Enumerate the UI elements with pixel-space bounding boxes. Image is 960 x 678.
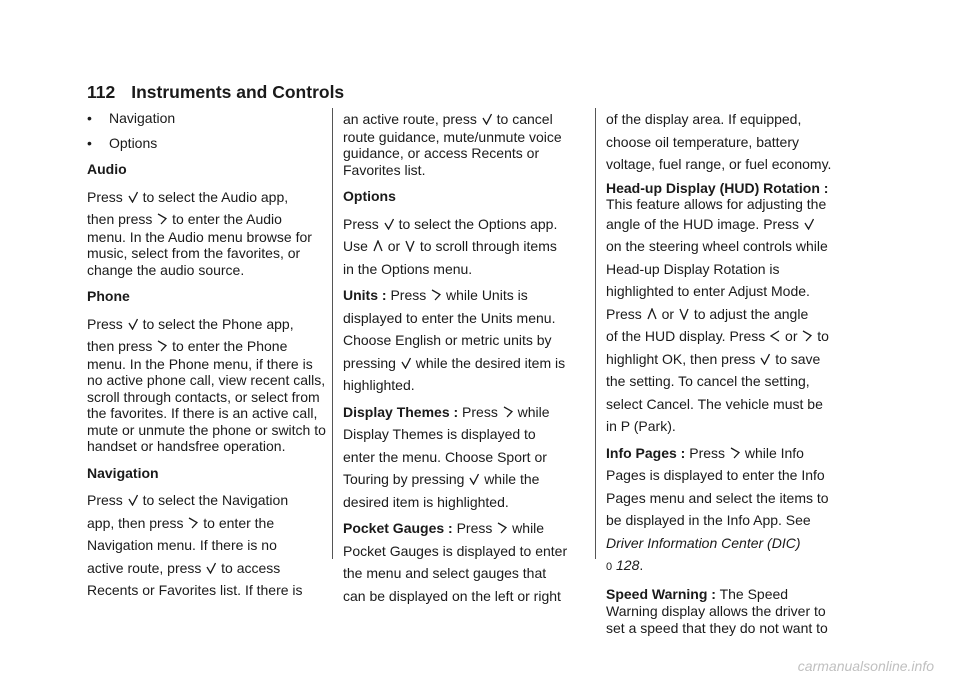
options-heading: Options: [343, 188, 396, 204]
info-pages-paragraph: Info Pages : Press while Info Pages is displayed to enter the Info Pages menu and select the items to be displayed in the Info App. See Driver Information Center (DIC) 0 128.: [606, 444, 829, 573]
page-ref-number[interactable]: 128: [616, 557, 640, 573]
pocket-gauges-continued: of the display area. If equipped, choose oil temperature, battery voltage, fuel range, or fuel economy.: [606, 111, 832, 172]
right-arrow-icon: [503, 406, 513, 418]
column-divider: [595, 108, 596, 559]
column-divider: [332, 108, 333, 559]
display-themes-paragraph: Display Themes : Press while Display Themes is displayed to enter the menu. Choose Sport or Touring by pressing while the desired item is highlighted.: [343, 403, 550, 510]
left-chevron-icon: [770, 330, 780, 342]
down-chevron-icon: [405, 240, 415, 252]
up-chevron-icon: [373, 240, 383, 252]
checkmark-icon: [482, 113, 492, 125]
navigation-paragraph: Press to select the Navigation app, then press to enter the Navigation menu. If there is no active route, press to access Recents or Favorites list. If there is: [87, 492, 303, 598]
bullet-dot: •: [87, 110, 92, 126]
right-arrow-icon: [497, 522, 507, 534]
speed-warning-paragraph: Speed Warning : The Speed Warning display allows the driver to set a speed that they do not want to: [606, 585, 828, 636]
right-arrow-icon: [730, 447, 740, 459]
column-1: [87, 108, 327, 606]
navigation-continued: an active route, press to cancel route guidance, mute/unmute voice guidance, or access Recents or Favorites list.: [343, 111, 562, 178]
audio-heading: Audio: [87, 161, 127, 177]
checkmark-icon: [206, 562, 216, 574]
dic-reference-link[interactable]: Driver Information Center (DIC): [606, 534, 801, 551]
phone-paragraph: Press to select the Phone app, then press to enter the Phone menu. In the Phone menu, if there is no active phone call, view recent calls, scroll through contacts, or select from the favorites. If there is an active call, mute or unmute the phone or switch to handset or handsfree operation.: [87, 315, 326, 454]
hud-rotation-paragraph: Head-up Display (HUD) Rotation : This feature allows for adjusting the angle of the HUD image. Press on the steering wheel controls while Head-up Display Rotation is highlighted to enter Adjust Mode. Press or to adjust the angle of the HUD display. Press or to highlight OK, then press to save the setting. To cancel the setting, select Cancel. The vehicle must be in P (Park).: [606, 179, 829, 434]
down-chevron-icon: [679, 308, 689, 320]
right-arrow-icon: [157, 213, 167, 225]
bullet-text: Options: [109, 134, 158, 151]
bullet-dot: •: [87, 134, 92, 151]
units-paragraph: Units : Press while Units is displayed to enter the Units menu. Choose English or metric units by pressing while the desired item is highlighted.: [343, 287, 566, 393]
pocket-gauges-paragraph: Pocket Gauges : Press while Pocket Gauges is displayed to enter the menu and select gauges that can be displayed on the left or right: [343, 520, 568, 604]
page-number: 112: [87, 82, 116, 102]
audio-paragraph: Press to select the Audio app, then press to enter the Audio menu. In the Audio menu browse for music, select from the favorites, or change the audio source.: [87, 188, 312, 278]
watermark: carmanualsonline.info: [797, 658, 934, 674]
options-paragraph: Press to select the Options app. Use or to scroll through items in the Options menu.: [343, 215, 558, 277]
checkmark-icon: [128, 494, 138, 506]
column-3: [606, 108, 846, 640]
bullet-item: [87, 110, 327, 127]
right-arrow-icon: [157, 340, 167, 352]
column-2: [343, 108, 583, 611]
up-chevron-icon: [647, 308, 657, 320]
phone-heading: Phone: [87, 288, 130, 304]
bullet-text: Navigation: [109, 110, 176, 126]
page-header: [87, 82, 344, 103]
section-title: Instruments and Controls: [131, 82, 345, 102]
right-arrow-icon: [188, 517, 198, 529]
right-arrow-icon: [802, 330, 812, 342]
right-arrow-icon: [431, 289, 441, 301]
page-ref-icon: 0: [606, 561, 613, 573]
checkmark-icon: [760, 353, 770, 365]
bullet-item: [87, 135, 327, 152]
checkmark-icon: [384, 218, 394, 230]
checkmark-icon: [401, 357, 411, 369]
checkmark-icon: [469, 473, 479, 485]
checkmark-icon: [804, 218, 814, 230]
navigation-heading: Navigation: [87, 464, 159, 481]
checkmark-icon: [128, 318, 138, 330]
checkmark-icon: [128, 191, 138, 203]
